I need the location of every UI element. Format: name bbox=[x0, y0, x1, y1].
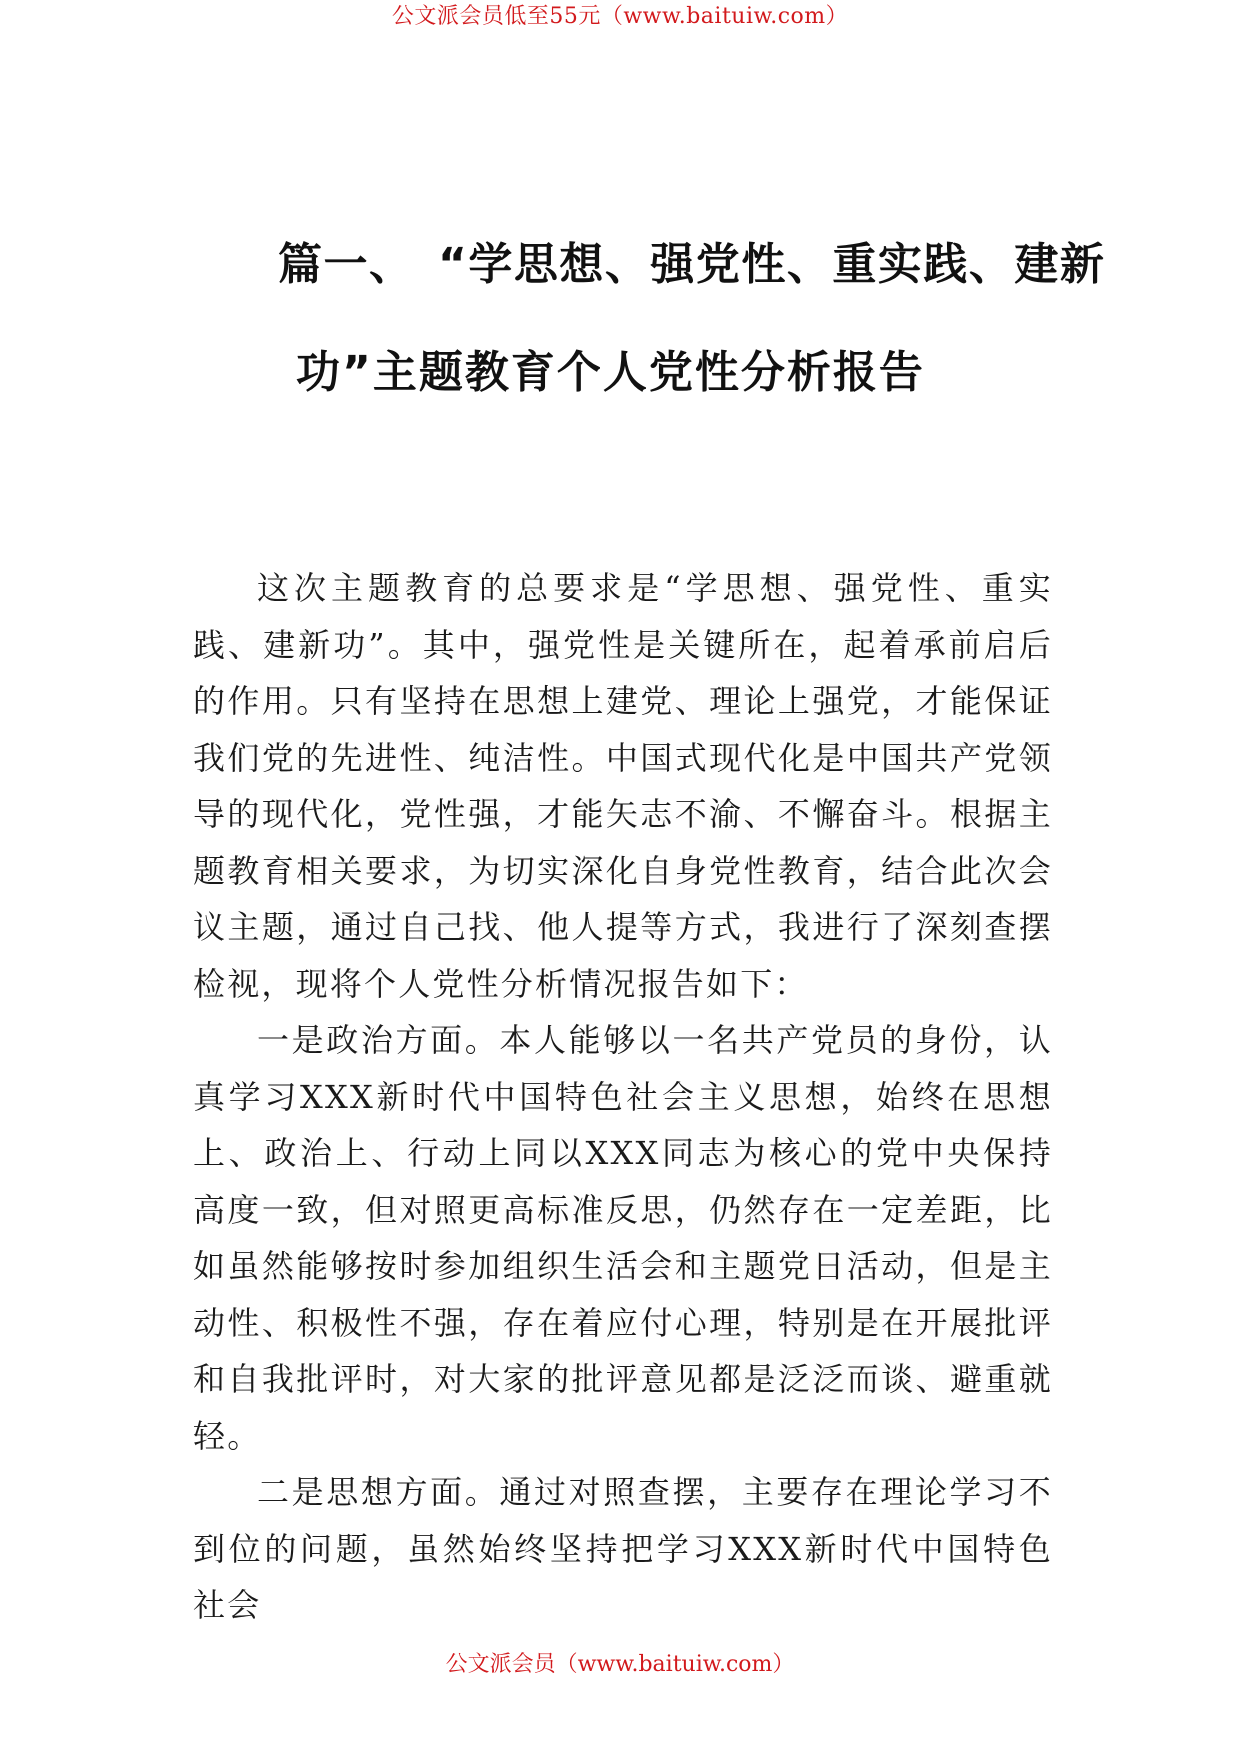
paragraph-political: 一是政治方面。本人能够以一名共产党员的身份，认真学习XXX新时代中国特色社会主义思想，始终在思想上、政治上、行动上同以XXX同志为核心的党中央保持高度一致，但对照更高标准反思，仍然存在一定差距，比如虽然能够按时参加组织生活会和主题党日活动，但是主动性、积极性不强，存在着应付心理，特别是在开展批评和自我批评时，对大家的批评意见都是泛泛而谈、避重就轻。 bbox=[193, 1021, 1053, 1455]
paragraph-ideological: 二是思想方面。通过对照查摆，主要存在理论学习不到位的问题，虽然始终坚持把学习XXX新时代中国特色社会 bbox=[193, 1473, 1053, 1624]
title-line-2: 功”主题教育个人党性分析报告 bbox=[296, 347, 925, 398]
footer-banner-link[interactable]: 公文派会员（www.baituiw.com） bbox=[445, 1652, 795, 1677]
paragraph-intro: 这次主题教育的总要求是“学思想、强党性、重实践、建新功”。其中，强党性是关键所在，起着承前启后的作用。只有坚持在思想上建党、理论上强党，才能保证我们党的先进性、纯洁性。中国式现代化是中国共产党领导的现代化，党性强，才能矢志不渝、不懈奋斗。根据主题教育相关要求，为切实深化自身党性教育，结合此次会议主题，通过自己找、他人提等方式，我进行了深刻查摆检视，现将个人党性分析情况报告如下： bbox=[193, 569, 1053, 1003]
document-title bbox=[190, 239, 1106, 398]
document-body bbox=[193, 560, 1053, 1634]
title-line-1: 篇一、 “学思想、强党性、重实践、建新 bbox=[278, 239, 1106, 290]
header-banner-link[interactable]: 公文派会员低至55元（www.baituiw.com） bbox=[391, 4, 849, 29]
